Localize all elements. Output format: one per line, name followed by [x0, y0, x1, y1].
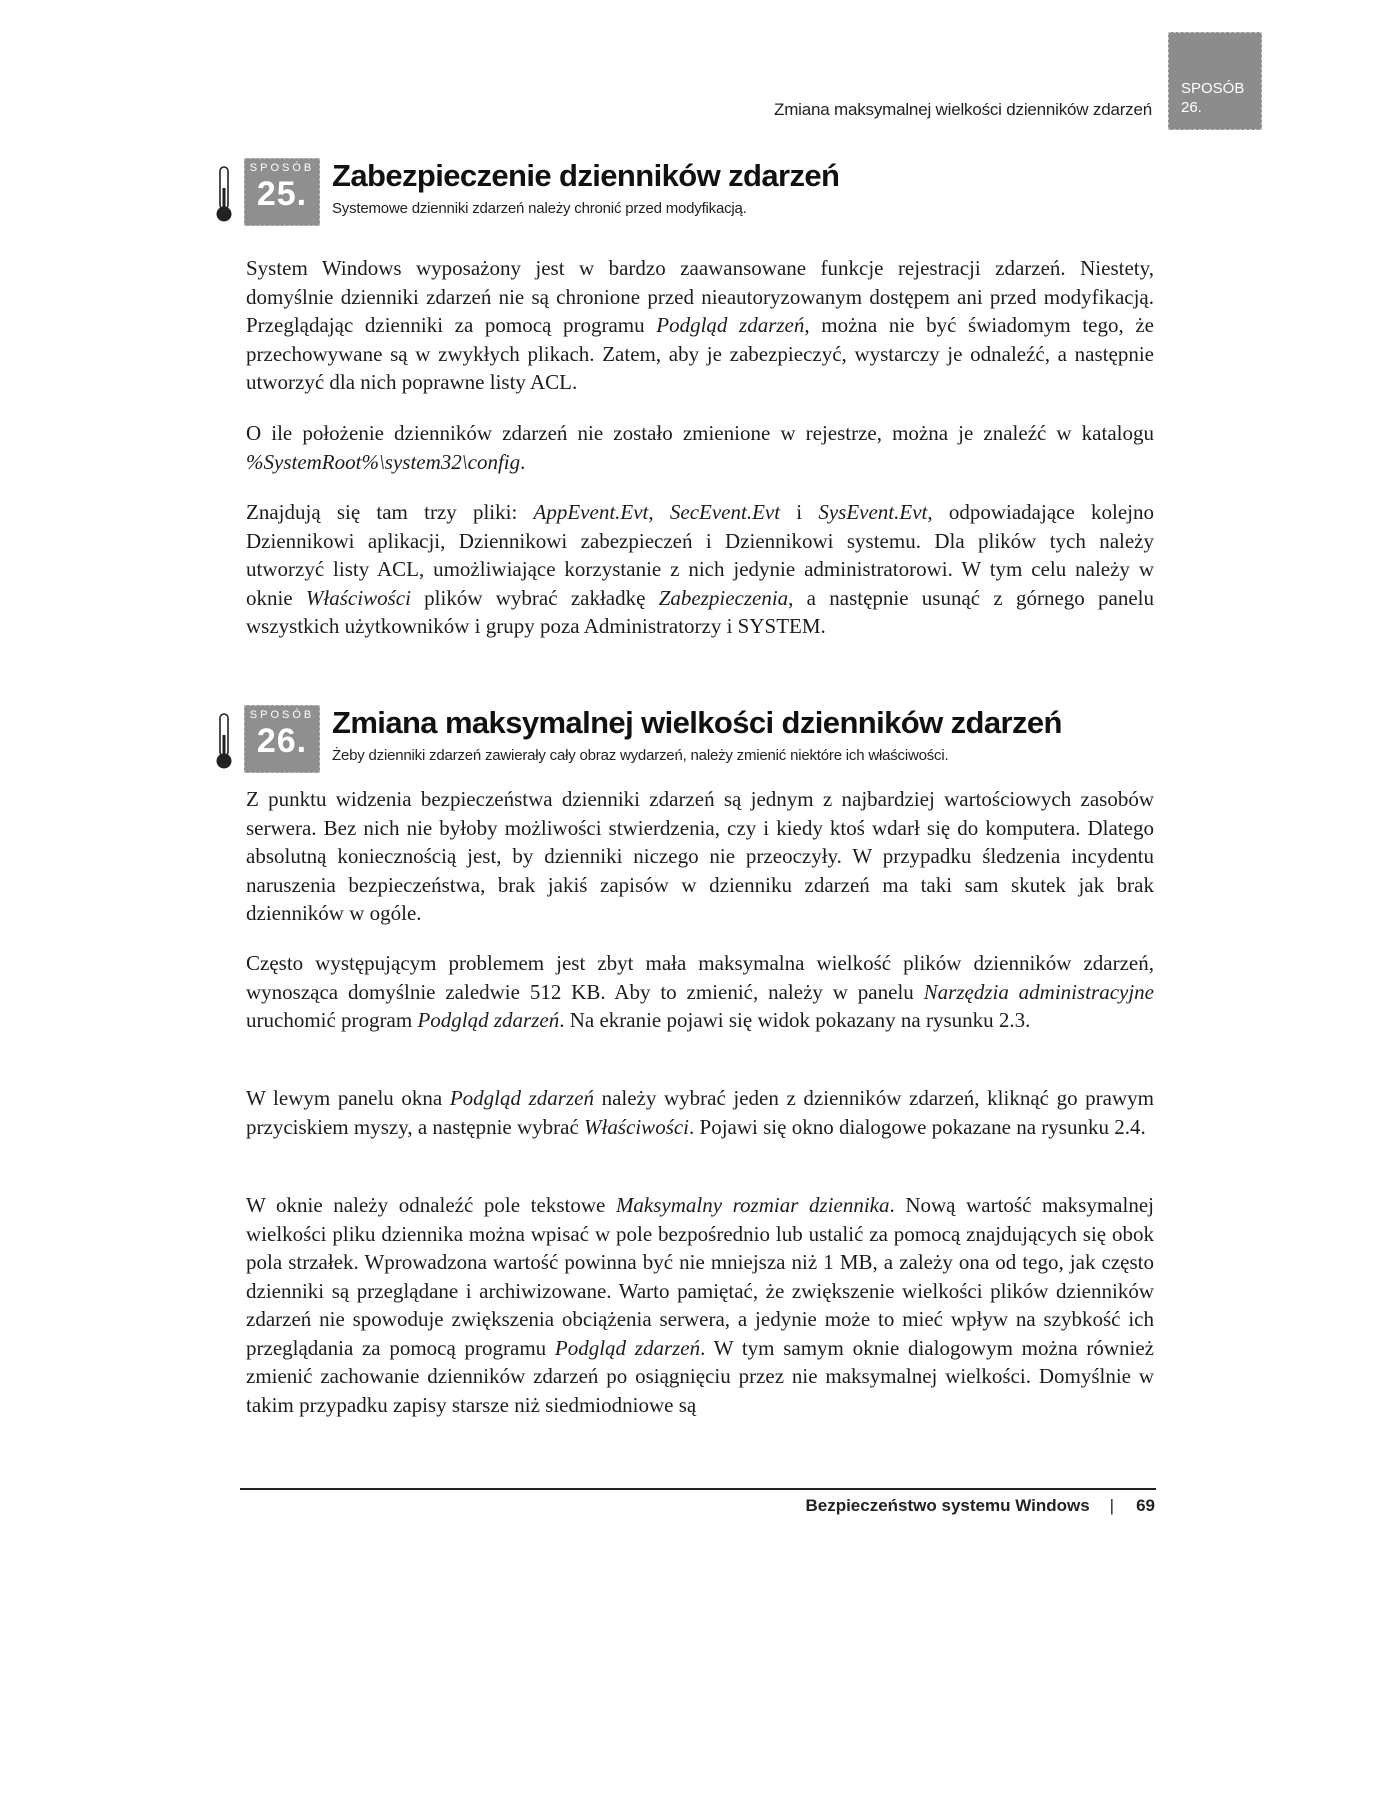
paragraph-text: , odpowiadające kolejno Dziennikowi aplikacji, Dziennikowi zabezpieczeń i Dziennikowi systemu. Dla plików tych należy utworzyć listy ACL, umożliwiające korzystanie z nich jedynie administratorowi. W tym celu należy w oknie — [246, 500, 1154, 610]
page-footer — [805, 1496, 1155, 1516]
badge-number: 26. — [256, 722, 308, 760]
paragraph-text: . Nową wartość maksymalnej wielkości pliku dziennika można wpisać w pole bezpośrednio lub ustalić za pomocą znajdujących się obok pola strzałek. Wprowadzona wartość powinna być nie mniejsza niż 1 MB, a zależy ona od tego, jak często dzienniki są przeglądane i archiwizowane. Warto pamiętać, że zwiększenie wielkości plików dzienników zdarzeń nie spowoduje zwiększenia obciążenia serwera, a jedynie może to mieć wpływ na szybkość ich przeglądania za pomocą programu — [246, 1193, 1154, 1360]
paragraph-text: i — [780, 500, 819, 524]
paragraph — [246, 254, 1154, 397]
footer-rule — [240, 1488, 1156, 1490]
paragraph — [246, 1084, 1154, 1141]
paragraph — [246, 1191, 1154, 1419]
paragraph-text: System Windows wyposażony jest w bardzo zaawansowane funkcje rejestracji zdarzeń. Niestety, domyślnie dzienniki zdarzeń nie są chronione przed nieautoryzowanym dostępem ani przed modyfikacją. Przeglądając dzienniki za pomocą programu — [246, 256, 1154, 337]
footer-separator: | — [1109, 1496, 1115, 1515]
paragraph — [246, 498, 1154, 641]
paragraph-text: W oknie należy odnaleźć pole tekstowe — [246, 1193, 616, 1217]
section-badge — [212, 705, 322, 779]
section-subtitle: Systemowe dzienniki zdarzeń należy chronić przed modyfikacją. — [332, 200, 747, 217]
paragraph-text: należy wybrać jeden z dzienników zdarzeń, kliknąć go prawym przyciskiem myszy, a następnie wybrać — [246, 1086, 1154, 1139]
emphasized-text: Podgląd zdarzeń — [554, 1335, 701, 1360]
paragraph — [246, 785, 1154, 928]
paragraph-text: . Pojawi się okno dialogowe pokazane na rysunku 2.4. — [689, 1114, 1146, 1139]
paragraph-text: , można nie być świadomym tego, że przechowywane są w zwykłych plikach. Zatem, aby je zabezpieczyć, wystarczy je odnaleźć, a następnie utworzyć dla nich poprawne listy ACL. — [246, 313, 1155, 394]
emphasized-text: Podgląd zdarzeń — [656, 313, 805, 337]
badge-label: SPOSÓB — [249, 162, 315, 174]
section-tab-label: SPOSÓB — [1181, 80, 1245, 97]
section-number-badge — [244, 705, 320, 773]
emphasized-text: Właściwości — [305, 585, 411, 610]
emphasized-text: %SystemRoot%\system32\config — [246, 449, 521, 474]
paragraph-text: , a następnie usunąć z górnego panelu wszystkich użytkowników i grupy poza Administratorzy i SYSTEM. — [246, 585, 1154, 638]
emphasized-text: Podgląd zdarzeń — [449, 1086, 594, 1110]
paragraph — [246, 949, 1154, 1035]
section-number-badge — [244, 158, 320, 226]
paragraph — [246, 419, 1154, 476]
section-badge — [212, 158, 322, 232]
section-subtitle: Żeby dzienniki zdarzeń zawierały cały obraz wydarzeń, należy zmienić niektóre ich właściwości. — [332, 747, 949, 764]
emphasized-text: Maksymalny rozmiar dziennika — [615, 1193, 890, 1217]
section-tab-number: 26. — [1181, 99, 1202, 116]
paragraph-text: . Na ekranie pojawi się widok pokazany na rysunku 2.3. — [559, 1008, 1031, 1032]
thermometer-icon — [214, 166, 234, 224]
paragraph-text: , — [648, 500, 670, 524]
section-title: Zabezpieczenie dzienników zdarzeń — [332, 158, 840, 193]
emphasized-text: Zabezpieczenia — [658, 585, 789, 610]
running-head: Zmiana maksymalnej wielkości dzienników zdarzeń — [774, 100, 1152, 119]
paragraph-text: plików wybrać zakładkę — [410, 585, 659, 610]
page-number: 69 — [1136, 1496, 1155, 1515]
badge-label: SPOSÓB — [249, 709, 315, 721]
paragraph-text: W lewym panelu okna — [246, 1086, 450, 1110]
section-title: Zmiana maksymalnej wielkości dzienników zdarzeń — [332, 705, 1062, 740]
emphasized-text: Narzędzia administracyjne — [923, 979, 1154, 1004]
paragraph-text: O ile położenie dzienników zdarzeń nie zostało zmienione w rejestrze, można je znaleźć w katalogu — [246, 421, 1154, 445]
section-tab — [1168, 32, 1262, 130]
paragraph-text: . — [520, 449, 526, 474]
badge-number: 25. — [256, 175, 308, 213]
emphasized-text: AppEvent.Evt — [533, 500, 649, 524]
paragraph-text: uruchomić program — [246, 1008, 418, 1032]
emphasized-text: Właściwości — [584, 1114, 690, 1139]
emphasized-text: SecEvent.Evt — [669, 500, 781, 524]
emphasized-text: Podgląd zdarzeń — [417, 1008, 560, 1032]
thermometer-icon — [214, 713, 234, 771]
paragraph-text: Znajdują się tam trzy pliki: — [246, 500, 534, 524]
paragraph-text: Z punktu widzenia bezpieczeństwa dzienniki zdarzeń są jednym z najbardziej wartościowych zasobów serwera. Bez nich nie byłoby możliwości stwierdzenia, czy i kiedy ktoś wdarł się do komputera. Dlatego absolutną koniecznością jest, by dzienniki niczego nie przeoczyły. W przypadku śledzenia incydentu naruszenia bezpieczeństwa, brak jakiś zapisów w dzienniku zdarzeń ma taki sam skutek jak brak dzienników w ogóle. — [246, 787, 1154, 925]
paragraph-text: . W tym samym oknie dialogowym można również zmienić zachowanie dzienników zdarzeń po osiągnięciu przez nie maksymalnej wielkości. Domyślnie w takim przypadku zapisy starsze niż siedmiodniowe są — [246, 1335, 1155, 1417]
emphasized-text: SysEvent.Evt — [818, 500, 928, 524]
paragraph-text: Często występującym problemem jest zbyt mała maksymalna wielkość plików dzienników zdarzeń, wynosząca domyślnie zaledwie 512 KB. Aby to zmienić, należy w panelu — [246, 951, 1154, 1004]
footer-book-title: Bezpieczeństwo systemu Windows — [805, 1496, 1090, 1515]
